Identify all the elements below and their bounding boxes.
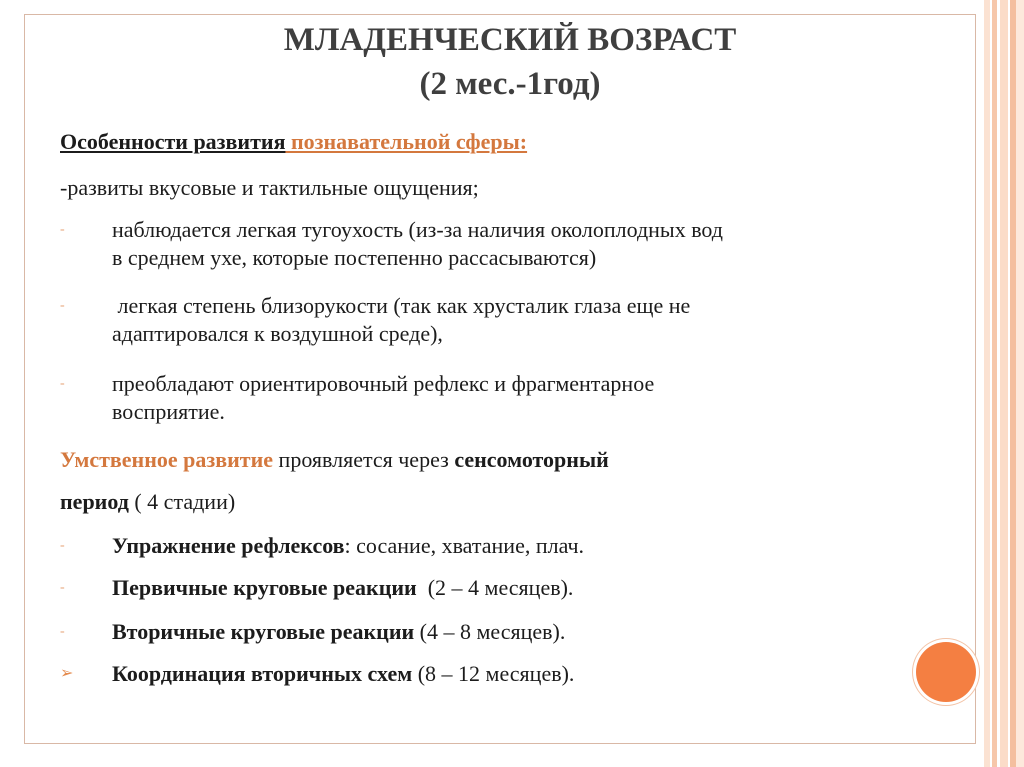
- slide-title: [140, 18, 880, 106]
- decorative-stripes: [984, 0, 1024, 767]
- stage-item: [60, 660, 900, 688]
- arrow-bullet-icon: ➢: [60, 665, 74, 682]
- list-item: [60, 370, 900, 426]
- list-item-line-1: преобладают ориентировочный рефлекс и фрагментарное: [112, 371, 655, 396]
- intro-line: -развиты вкусовые и тактильные ощущения;: [60, 175, 479, 200]
- stage-item: [60, 532, 900, 560]
- dash-bullet-icon: -: [60, 298, 65, 313]
- heading-part-1: Особенности развития: [60, 129, 286, 154]
- stage-item: [60, 618, 900, 646]
- mental-text: проявляется через: [273, 447, 455, 472]
- dash-bullet-icon: -: [60, 376, 65, 391]
- stage-name: Вторичные круговые реакции: [112, 619, 415, 644]
- stage-item: [60, 574, 900, 602]
- stage-detail: (8 – 12 месяцев).: [412, 661, 575, 686]
- dash-bullet-icon: -: [60, 580, 65, 595]
- section-heading: [60, 128, 527, 156]
- dash-bullet-icon: -: [60, 624, 65, 639]
- list-item-line-2: восприятие.: [112, 399, 225, 424]
- list-item-line-2: в среднем ухе, которые постепенно рассасываются): [112, 245, 597, 270]
- period-text: ( 4 стадии): [128, 489, 236, 514]
- mental-label: Умственное развитие: [60, 447, 274, 472]
- stage-detail: (4 – 8 месяцев).: [414, 619, 566, 644]
- list-item-line-2: адаптировался к воздушной среде),: [112, 321, 443, 346]
- title-line-1: МЛАДЕНЧЕСКИЙ ВОЗРАСТ: [283, 22, 737, 58]
- list-item: [60, 292, 900, 348]
- decorative-circle: [916, 642, 976, 702]
- dash-bullet-icon: -: [60, 538, 65, 553]
- list-item-line-1: наблюдается легкая тугоухость (из-за наличия околоплодных вод: [112, 217, 723, 242]
- period-line: [60, 488, 235, 516]
- mental-development-line: [60, 446, 609, 474]
- stage-detail: (2 – 4 месяцев).: [416, 575, 574, 600]
- stage-name: Упражнение рефлексов: [112, 533, 345, 558]
- stage-detail: : сосание, хватание, плач.: [344, 533, 585, 558]
- heading-part-2: познавательной сферы:: [285, 129, 528, 154]
- mental-bold: сенсомоторный: [454, 447, 609, 472]
- title-line-2: (2 мес.-1год): [419, 66, 601, 102]
- list-item: [60, 216, 900, 272]
- stage-name: Координация вторичных схем: [112, 661, 413, 686]
- dash-bullet-icon: -: [60, 222, 65, 237]
- period-bold: период: [60, 489, 129, 514]
- list-item-line-1: легкая степень близорукости (так как хрусталик глаза еще не: [112, 293, 691, 318]
- stage-name: Первичные круговые реакции: [112, 575, 417, 600]
